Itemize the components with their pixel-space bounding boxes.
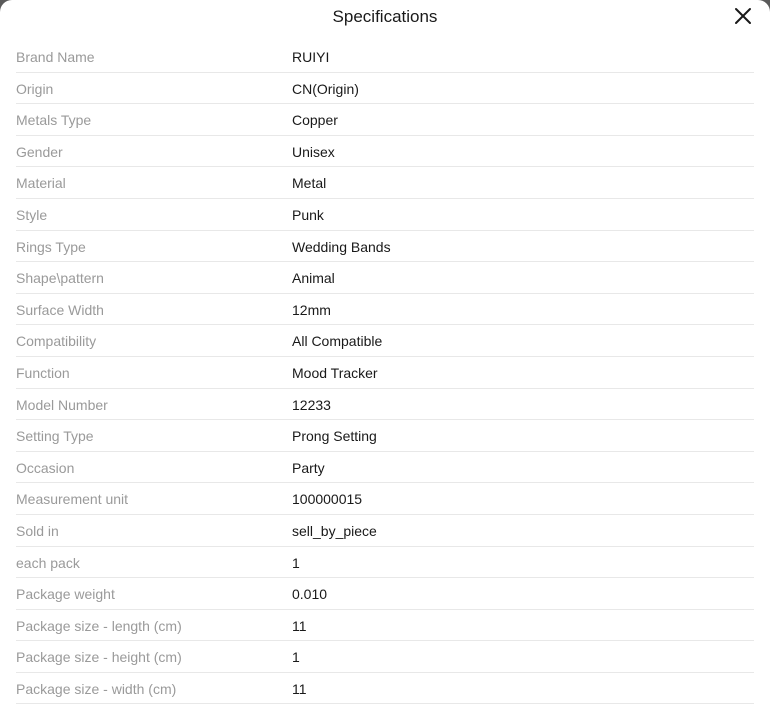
spec-row: [16, 41, 754, 73]
spec-row: [16, 515, 754, 547]
spec-key: Measurement unit: [16, 491, 129, 508]
spec-value: 12mm: [292, 301, 331, 318]
spec-key: Origin: [16, 80, 54, 97]
spec-row: [16, 641, 754, 673]
spec-value: All Compatible: [292, 333, 383, 350]
spec-key: Package weight: [16, 586, 115, 603]
spec-value: 1: [292, 554, 300, 571]
close-button[interactable]: [733, 6, 753, 26]
spec-row: [16, 199, 754, 231]
spec-value: 1: [292, 649, 300, 666]
spec-value: Copper: [292, 112, 338, 129]
spec-key: Surface Width: [16, 301, 104, 318]
spec-value: Wedding Bands: [292, 238, 391, 255]
spec-key: Metals Type: [16, 112, 92, 129]
spec-key: Compatibility: [16, 333, 97, 350]
close-icon: [733, 6, 753, 26]
spec-row: [16, 136, 754, 168]
spec-key: Package size - width (cm): [16, 680, 177, 697]
spec-key: Package size - length (cm): [16, 617, 182, 634]
spec-value: Prong Setting: [292, 428, 377, 445]
spec-key: Gender: [16, 143, 63, 160]
spec-row: [16, 167, 754, 199]
spec-value: sell_by_piece: [292, 522, 377, 539]
spec-key: Material: [16, 175, 66, 192]
spec-row: [16, 420, 754, 452]
spec-row: [16, 610, 754, 642]
spec-value: CN(Origin): [292, 80, 359, 97]
spec-value: 100000015: [292, 491, 363, 508]
spec-key: Shape\pattern: [16, 270, 104, 287]
spec-row: [16, 673, 754, 705]
spec-key: Rings Type: [16, 238, 86, 255]
spec-row: [16, 483, 754, 515]
modal-header: [0, 0, 770, 41]
spec-key: Brand Name: [16, 49, 95, 65]
spec-row: [16, 262, 754, 294]
spec-value: Metal: [292, 175, 327, 192]
spec-value: 11: [292, 617, 307, 634]
spec-value: 12233: [292, 396, 331, 413]
spec-value: Animal: [292, 270, 335, 287]
spec-row: [16, 578, 754, 610]
spec-row: [16, 452, 754, 484]
spec-row: [16, 231, 754, 263]
spec-key: Package size - height (cm): [16, 649, 182, 666]
spec-key: Function: [16, 364, 70, 381]
spec-row: [16, 104, 754, 136]
spec-row: [16, 294, 754, 326]
spec-value: Punk: [292, 206, 324, 223]
spec-key: Model Number: [16, 396, 108, 413]
spec-row: [16, 547, 754, 579]
spec-value: Mood Tracker: [292, 364, 378, 381]
spec-row: [16, 325, 754, 357]
spec-value: Unisex: [292, 143, 335, 160]
spec-key: each pack: [16, 554, 80, 571]
spec-row: [16, 357, 754, 389]
spec-row: [16, 389, 754, 421]
spec-value: RUIYI: [292, 49, 330, 65]
modal-title: Specifications: [332, 7, 438, 26]
spec-value: 11: [292, 680, 307, 697]
spec-key: Occasion: [16, 459, 75, 476]
spec-value: 0.010: [292, 586, 328, 603]
spec-list: [16, 41, 754, 704]
spec-value: Party: [292, 459, 325, 476]
spec-key: Sold in: [16, 522, 59, 539]
spec-row: [16, 73, 754, 105]
spec-key: Setting Type: [16, 428, 94, 445]
spec-key: Style: [16, 206, 48, 223]
